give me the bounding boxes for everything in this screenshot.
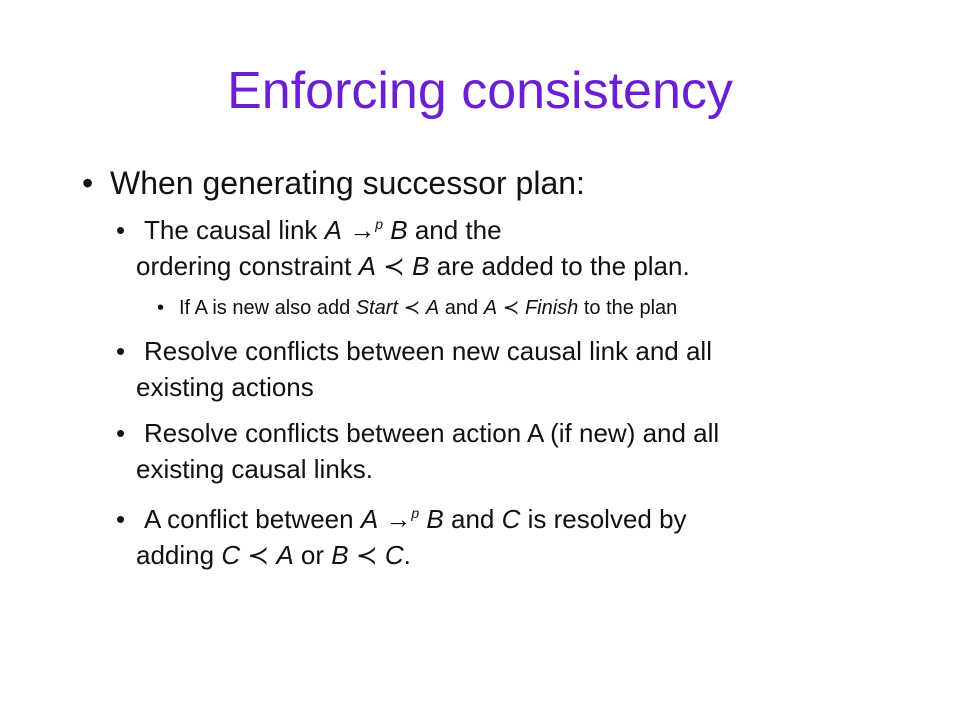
text-run: ordering constraint xyxy=(136,251,359,281)
symbol-a: A xyxy=(425,297,440,319)
bullet-conflict xyxy=(116,501,876,573)
superscript-p: p xyxy=(411,505,420,521)
symbol-start: Start xyxy=(355,297,399,319)
text-run: and the xyxy=(407,215,502,245)
text-run: A conflict between xyxy=(144,504,361,534)
text-run: and xyxy=(443,504,502,534)
symbol-b: B xyxy=(412,251,430,281)
symbol-b: B xyxy=(331,540,349,570)
superscript-p: p xyxy=(375,216,384,232)
bullet-line-2: existing actions xyxy=(136,372,314,402)
symbol-a: A xyxy=(360,504,379,534)
bullet-dot: • xyxy=(116,336,126,366)
precedes-symbol: ≺ xyxy=(398,297,426,319)
text-run: If A is new also add xyxy=(179,297,356,319)
bullet-dot: • xyxy=(82,165,94,201)
text-run: is resolved by xyxy=(520,504,687,534)
symbol-c: C xyxy=(384,540,404,570)
bullet-dot: • xyxy=(116,504,126,534)
bullet-dot: • xyxy=(116,215,126,245)
symbol-a: A xyxy=(276,540,294,570)
text-run: and xyxy=(439,297,484,319)
sub-bullet-new-action xyxy=(157,294,677,322)
bullet-dot: • xyxy=(157,297,165,319)
symbol-c: C xyxy=(221,540,241,570)
symbol-c: C xyxy=(501,504,521,534)
precedes-symbol: ≺ xyxy=(375,251,413,281)
text-run: are added to the plan. xyxy=(429,251,690,281)
bullet-line-2 xyxy=(116,537,876,573)
bullet-resolve-link xyxy=(116,333,876,405)
bullet-text: When generating successor plan: xyxy=(110,165,585,201)
slide-title: Enforcing consistency xyxy=(227,62,733,120)
precedes-symbol: ≺ xyxy=(497,297,525,319)
symbol-a: A xyxy=(483,297,498,319)
bullet-level1 xyxy=(82,163,585,203)
text-run: The causal link xyxy=(144,215,325,245)
bullet-resolve-action xyxy=(116,415,876,487)
bullet-causal-link xyxy=(116,212,876,284)
bullet-line-1: Resolve conflicts between new causal link and all xyxy=(144,336,712,366)
bullet-line-1 xyxy=(144,501,687,537)
precedes-symbol: ≺ xyxy=(240,540,277,570)
text-run: or xyxy=(293,540,332,570)
symbol-a: A xyxy=(324,215,342,245)
bullet-line-2 xyxy=(116,248,876,284)
text-run: . xyxy=(403,540,411,570)
bullet-line-1: Resolve conflicts between action A (if new) and all xyxy=(144,418,720,448)
bullet-line-2: existing causal links. xyxy=(136,454,373,484)
symbol-a: A xyxy=(358,251,376,281)
sub-bullet-text xyxy=(179,294,677,322)
text-run: adding xyxy=(136,540,222,570)
symbol-finish: Finish xyxy=(524,297,579,319)
precedes-symbol: ≺ xyxy=(348,540,385,570)
arrow-symbol: → xyxy=(378,504,412,534)
symbol-b: B xyxy=(390,215,408,245)
arrow-symbol: → xyxy=(342,215,376,245)
symbol-b: B xyxy=(419,504,444,534)
bullet-line-1 xyxy=(144,212,502,248)
text-run: to the plan xyxy=(578,297,678,319)
bullet-dot: • xyxy=(116,418,126,448)
